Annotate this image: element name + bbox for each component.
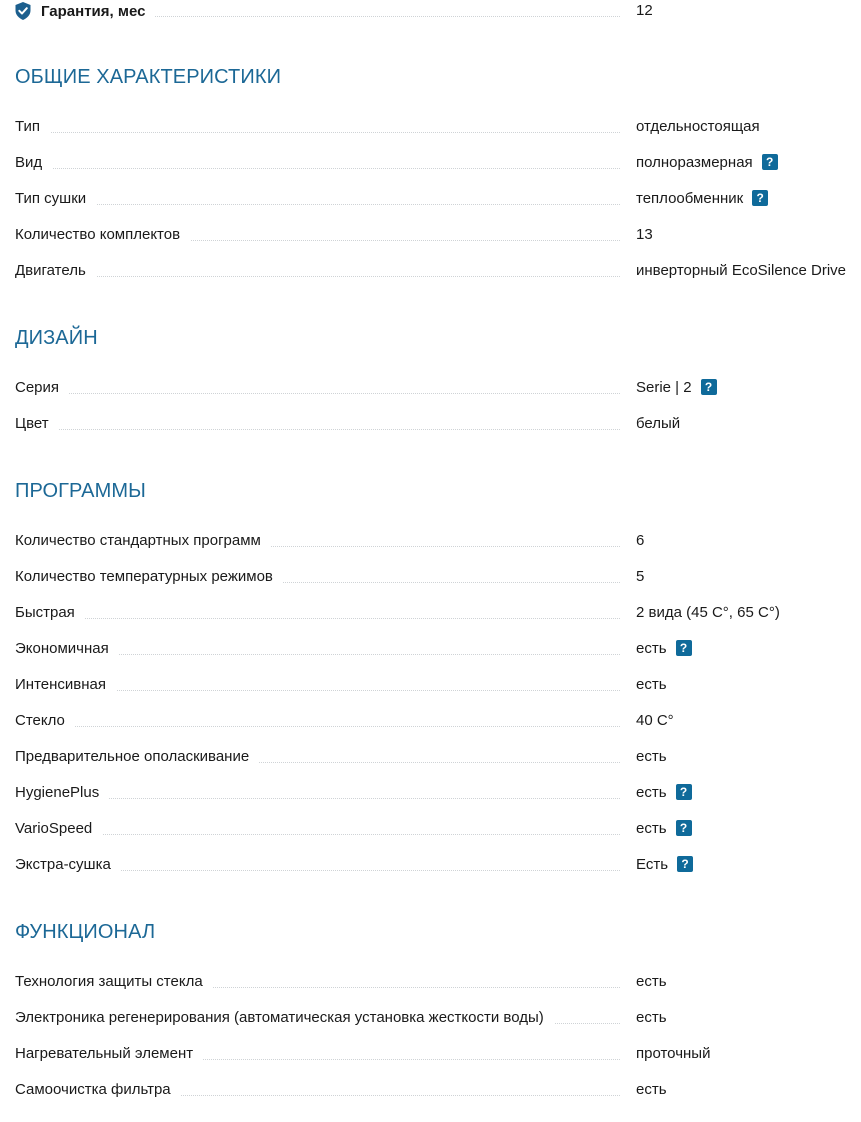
spec-row — [0, 666, 861, 702]
dotted-leader — [15, 204, 620, 205]
section-title-design: ДИЗАЙН — [15, 327, 98, 349]
spec-value: 6 — [636, 531, 645, 549]
spec-value: есть — [636, 1080, 667, 1098]
spec-value: 12 — [636, 2, 653, 19]
dotted-leader — [15, 393, 620, 394]
spec-row — [0, 999, 861, 1035]
spec-label: Тип — [15, 118, 50, 135]
spec-label: Электроника регенерирования (автоматическая установка жесткости воды) — [15, 1009, 554, 1026]
question-icon[interactable]: ? — [677, 856, 693, 872]
spec-row — [0, 252, 861, 288]
spec-label: Количество температурных режимов — [15, 568, 283, 585]
spec-row — [0, 522, 861, 558]
spec-label: VarioSpeed — [15, 820, 102, 837]
spec-label: Самоочистка фильтра — [15, 1081, 181, 1098]
section-title-general: ОБЩИЕ ХАРАКТЕРИСТИКИ — [15, 66, 282, 88]
spec-label: Экономичная — [15, 640, 119, 657]
spec-label: Нагревательный элемент — [15, 1045, 203, 1062]
spec-row — [0, 1071, 861, 1107]
spec-row — [0, 738, 861, 774]
spec-value: 5 — [636, 567, 645, 585]
spec-value: 40 С° — [636, 711, 674, 729]
spec-value: отдельностоящая — [636, 117, 760, 135]
spec-value: белый — [636, 414, 681, 432]
spec-label: HygienePlus — [15, 784, 109, 801]
warranty-label: Гарантия, мес — [41, 2, 146, 20]
spec-row — [0, 369, 861, 405]
spec-value: Serie | 2 ? — [636, 379, 717, 396]
spec-row — [0, 963, 861, 999]
spec-label: Вид — [15, 154, 52, 171]
spec-value: инверторный EcoSilence Drive — [636, 261, 847, 279]
spec-row — [0, 774, 861, 810]
question-icon[interactable]: ? — [762, 154, 778, 170]
section-programs — [0, 522, 861, 882]
section-title-programs: ПРОГРАММЫ — [15, 480, 146, 502]
spec-value: есть — [636, 972, 667, 990]
spec-label: Предварительное ополаскивание — [15, 748, 259, 765]
spec-label: Количество комплектов — [15, 226, 190, 243]
spec-label: Экстра-сушка — [15, 856, 121, 873]
question-icon[interactable]: ? — [752, 190, 768, 206]
spec-value: есть ? — [636, 784, 692, 801]
spec-row — [0, 405, 861, 441]
spec-row-warranty — [0, 0, 861, 22]
spec-row — [0, 594, 861, 630]
spec-row — [0, 630, 861, 666]
spec-value: проточный — [636, 1044, 711, 1062]
spec-label: Двигатель — [15, 262, 96, 279]
question-icon[interactable]: ? — [701, 379, 717, 395]
shield-check-icon — [15, 2, 31, 20]
spec-row — [0, 702, 861, 738]
spec-row — [0, 216, 861, 252]
section-general — [0, 108, 861, 288]
spec-value: есть — [636, 675, 667, 693]
spec-value: есть — [636, 747, 667, 765]
spec-value: полноразмерная ? — [636, 154, 778, 171]
spec-label: Тип сушки — [15, 190, 96, 207]
spec-row — [0, 846, 861, 882]
spec-row — [0, 810, 861, 846]
spec-row — [0, 558, 861, 594]
spec-label: Серия — [15, 379, 69, 396]
spec-label: Стекло — [15, 712, 75, 729]
section-title-functional: ФУНКЦИОНАЛ — [15, 921, 156, 943]
spec-row — [0, 144, 861, 180]
dotted-leader — [15, 834, 620, 835]
dotted-leader — [15, 132, 620, 133]
question-icon[interactable]: ? — [676, 640, 692, 656]
spec-label: Интенсивная — [15, 676, 116, 693]
spec-row — [0, 108, 861, 144]
section-functional — [0, 963, 861, 1107]
spec-value: есть — [636, 1008, 667, 1026]
dotted-leader — [15, 168, 620, 169]
spec-value: 13 — [636, 225, 653, 243]
spec-label — [15, 2, 155, 20]
spec-label: Цвет — [15, 415, 59, 432]
dotted-leader — [15, 618, 620, 619]
spec-value: есть ? — [636, 640, 692, 657]
question-icon[interactable]: ? — [676, 784, 692, 800]
question-icon[interactable]: ? — [676, 820, 692, 836]
dotted-leader — [15, 726, 620, 727]
spec-label: Быстрая — [15, 604, 85, 621]
spec-label: Количество стандартных программ — [15, 532, 271, 549]
spec-row — [0, 180, 861, 216]
spec-row — [0, 1035, 861, 1071]
spec-label: Технология защиты стекла — [15, 973, 213, 990]
spec-value: 2 вида (45 С°, 65 С°) — [636, 603, 780, 621]
dotted-leader — [15, 276, 620, 277]
spec-value: есть ? — [636, 820, 692, 837]
dotted-leader — [15, 429, 620, 430]
spec-value: Есть ? — [636, 856, 693, 873]
section-design — [0, 369, 861, 441]
spec-value: теплообменник ? — [636, 190, 768, 207]
